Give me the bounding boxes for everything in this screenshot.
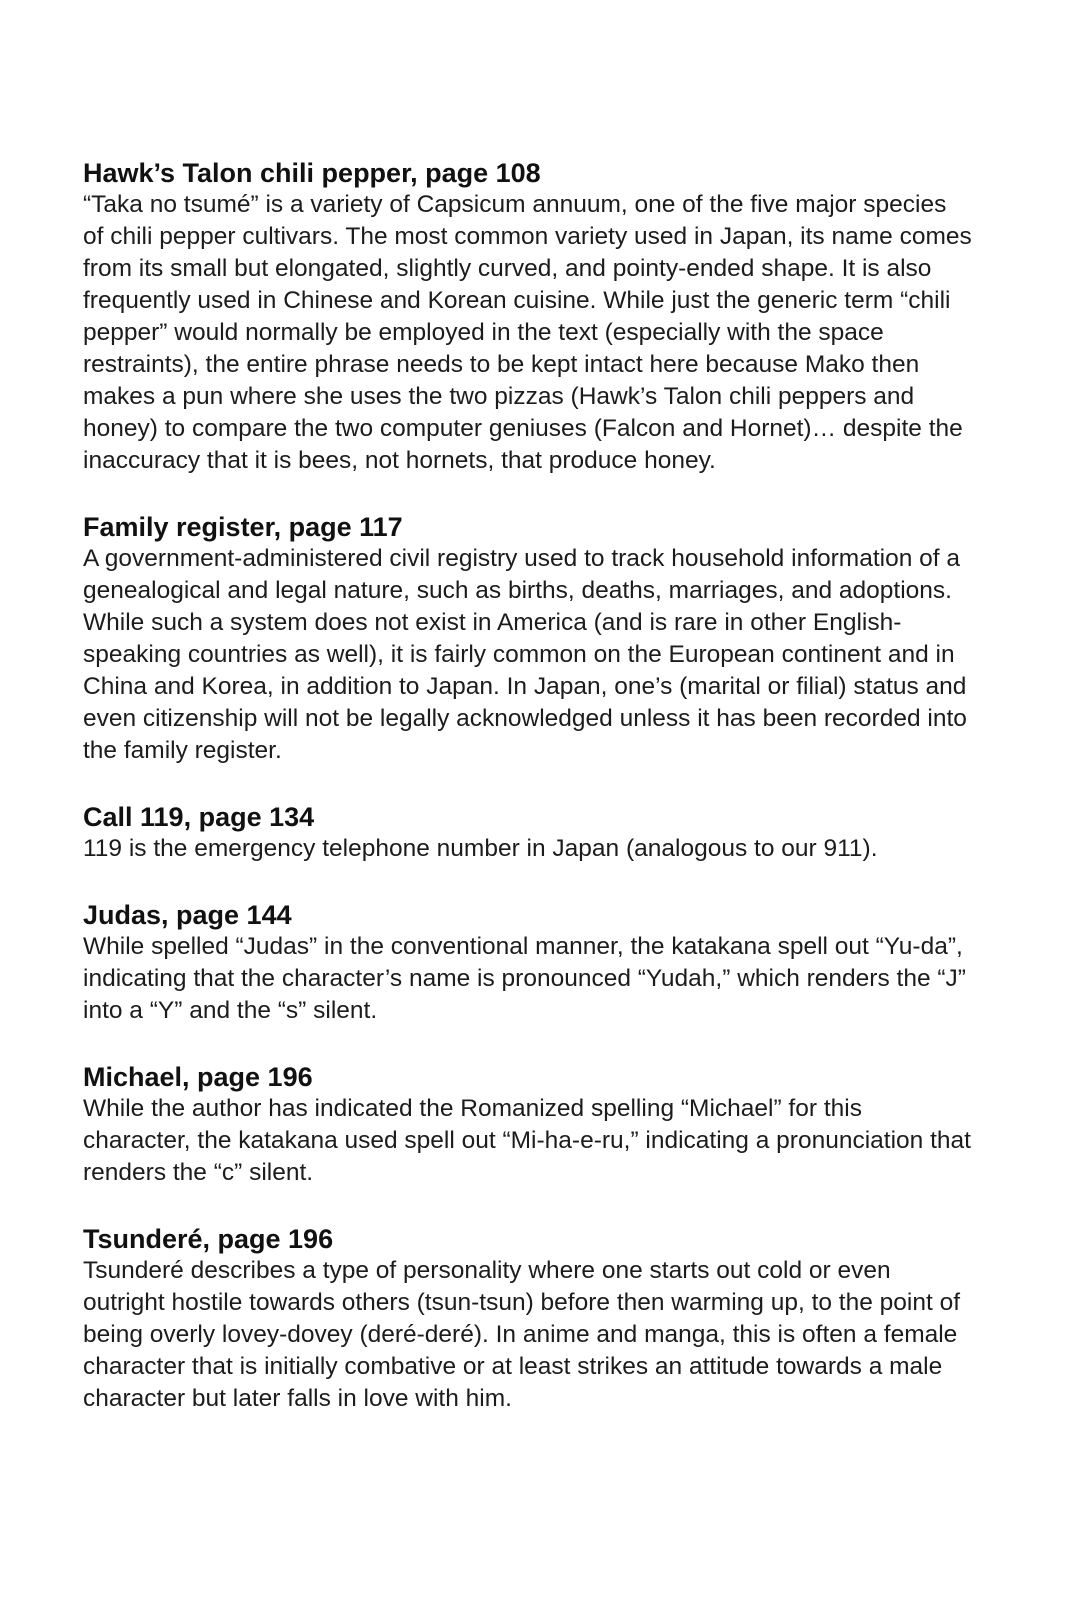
note-body: A government-administered civil registry used to track household information of a genealogical and legal nature, such as births, deaths, marriages, and adoptions. While such a system does not exist in America (and is rare in other English-speaking countries as well), it is fairly common on the European continent and in China and Korea, in addition to Japan. In Japan, one’s (marital or filial) status and even citizenship will not be legally acknowledged unless it has been recorded into the family register.: [83, 545, 967, 764]
note-tsundere: [83, 1223, 973, 1415]
note-title: Judas, page 144: [83, 900, 292, 930]
note-title: Call 119, page 134: [83, 802, 315, 832]
note-call-119: [83, 801, 973, 865]
note-body: Tsunderé describes a type of personality where one starts out cold or even outright hostile towards others (tsun-tsun) before then warming up, to the point of being overly lovey-dovey (deré-deré). In anime and manga, this is often a female character that is initially combative or at least strikes an attitude towards a male character but later falls in love with him.: [83, 1257, 961, 1412]
note-title: Hawk’s Talon chili pepper, page 108: [83, 158, 541, 188]
note-title: Michael, page 196: [83, 1062, 313, 1092]
note-body: While spelled “Judas” in the conventional manner, the katakana spell out “Yu-da”, indicating that the character’s name is pronounced “Yudah,” which renders the “J” into a “Y” and the “s” silent.: [83, 933, 966, 1024]
note-title: Family register, page 117: [83, 512, 403, 542]
translation-notes: [83, 157, 973, 1449]
note-judas: [83, 899, 973, 1027]
note-michael: [83, 1061, 973, 1189]
note-title: Tsunderé, page 196: [83, 1224, 334, 1254]
note-body: 119 is the emergency telephone number in Japan (analogous to our 911).: [83, 835, 878, 862]
note-hawks-talon: [83, 157, 973, 477]
note-body: “Taka no tsumé” is a variety of Capsicum annuum, one of the five major species of chili pepper cultivars. The most common variety used in Japan, its name comes from its small but elongated, slightly curved, and pointy-ended shape. It is also frequently used in Chinese and Korean cuisine. While just the generic term “chili pepper” would normally be employed in the text (especially with the space restraints), the entire phrase needs to be kept intact here because Mako then makes a pun where she uses the two pizzas (Hawk’s Talon chili peppers and honey) to compare the two computer geniuses (Falcon and Hornet)… despite the inaccuracy that it is bees, not hornets, that produce honey.: [83, 191, 972, 474]
note-family-register: [83, 511, 973, 767]
note-body: While the author has indicated the Romanized spelling “Michael” for this character, the katakana used spell out “Mi-ha-e-ru,” indicating a pronunciation that renders the “c” silent.: [83, 1095, 971, 1186]
